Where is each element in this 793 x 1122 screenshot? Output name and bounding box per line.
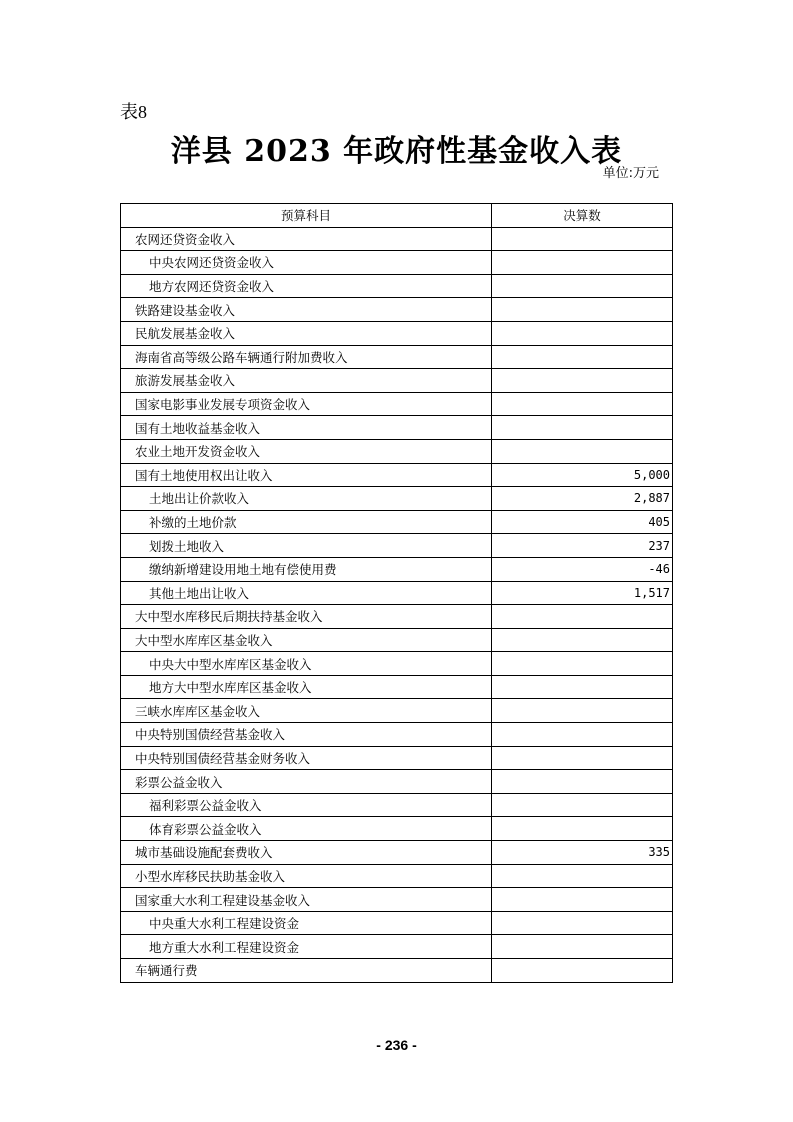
row-item-value bbox=[492, 888, 673, 912]
row-item-name: 地方重大水利工程建设资金 bbox=[121, 935, 492, 959]
row-item-value bbox=[492, 699, 673, 723]
table-row bbox=[121, 416, 673, 440]
table-row bbox=[121, 534, 673, 558]
table-row bbox=[121, 746, 673, 770]
table-row bbox=[121, 723, 673, 747]
revenue-table bbox=[120, 203, 673, 983]
row-item-name: 大中型水库库区基金收入 bbox=[121, 628, 492, 652]
table-row bbox=[121, 274, 673, 298]
row-item-name: 福利彩票公益金收入 bbox=[121, 793, 492, 817]
table-row bbox=[121, 770, 673, 794]
row-item-value bbox=[492, 935, 673, 959]
row-item-name: 地方大中型水库库区基金收入 bbox=[121, 675, 492, 699]
row-item-name: 小型水库移民扶助基金收入 bbox=[121, 864, 492, 888]
table-row bbox=[121, 959, 673, 983]
row-item-value bbox=[492, 251, 673, 275]
table-row bbox=[121, 864, 673, 888]
row-item-value bbox=[492, 793, 673, 817]
row-item-value bbox=[492, 298, 673, 322]
row-item-name: 彩票公益金收入 bbox=[121, 770, 492, 794]
table-label: 表8 bbox=[120, 102, 147, 122]
table-row bbox=[121, 935, 673, 959]
row-item-name: 大中型水库移民后期扶持基金收入 bbox=[121, 605, 492, 629]
table-row bbox=[121, 392, 673, 416]
row-item-value: -46 bbox=[492, 557, 673, 581]
row-item-name: 城市基础设施配套费收入 bbox=[121, 841, 492, 865]
row-item-value bbox=[492, 628, 673, 652]
table-row bbox=[121, 841, 673, 865]
row-item-value bbox=[492, 321, 673, 345]
row-item-name: 中央大中型水库库区基金收入 bbox=[121, 652, 492, 676]
table-row bbox=[121, 487, 673, 511]
row-item-value bbox=[492, 723, 673, 747]
row-item-name: 国有土地收益基金收入 bbox=[121, 416, 492, 440]
row-item-value: 237 bbox=[492, 534, 673, 558]
table-row bbox=[121, 345, 673, 369]
row-item-name: 农业土地开发资金收入 bbox=[121, 439, 492, 463]
row-item-value bbox=[492, 911, 673, 935]
row-item-name: 铁路建设基金收入 bbox=[121, 298, 492, 322]
row-item-name: 地方农网还贷资金收入 bbox=[121, 274, 492, 298]
row-item-name: 三峡水库库区基金收入 bbox=[121, 699, 492, 723]
table-row bbox=[121, 463, 673, 487]
page-number: - 236 - bbox=[376, 1037, 417, 1053]
row-item-name: 国有土地使用权出让收入 bbox=[121, 463, 492, 487]
row-item-value bbox=[492, 274, 673, 298]
row-item-value: 2,887 bbox=[492, 487, 673, 511]
table-row bbox=[121, 675, 673, 699]
row-item-value bbox=[492, 227, 673, 251]
table-row bbox=[121, 227, 673, 251]
row-item-name: 旅游发展基金收入 bbox=[121, 369, 492, 393]
row-item-value bbox=[492, 770, 673, 794]
column-header-amount: 决算数 bbox=[492, 204, 673, 228]
row-item-name: 中央特别国债经营基金财务收入 bbox=[121, 746, 492, 770]
row-item-name: 中央农网还贷资金收入 bbox=[121, 251, 492, 275]
row-item-value bbox=[492, 369, 673, 393]
table-row bbox=[121, 817, 673, 841]
table-header-row bbox=[121, 204, 673, 228]
table-row bbox=[121, 605, 673, 629]
column-header-item: 预算科目 bbox=[121, 204, 492, 228]
row-item-value bbox=[492, 817, 673, 841]
row-item-value bbox=[492, 416, 673, 440]
row-item-value bbox=[492, 864, 673, 888]
table-body bbox=[121, 227, 673, 982]
row-item-name: 车辆通行费 bbox=[121, 959, 492, 983]
row-item-name: 中央特别国债经营基金收入 bbox=[121, 723, 492, 747]
table-row bbox=[121, 581, 673, 605]
table-row bbox=[121, 369, 673, 393]
row-item-value: 5,000 bbox=[492, 463, 673, 487]
row-item-name: 中央重大水利工程建设资金 bbox=[121, 911, 492, 935]
row-item-name: 土地出让价款收入 bbox=[121, 487, 492, 511]
row-item-value: 1,517 bbox=[492, 581, 673, 605]
page-title: 洋县 2023 年政府性基金收入表 bbox=[170, 134, 623, 169]
row-item-value bbox=[492, 652, 673, 676]
row-item-value bbox=[492, 746, 673, 770]
row-item-value: 335 bbox=[492, 841, 673, 865]
table-row bbox=[121, 321, 673, 345]
row-item-value bbox=[492, 675, 673, 699]
table-row bbox=[121, 628, 673, 652]
table-row bbox=[121, 793, 673, 817]
table-row bbox=[121, 888, 673, 912]
row-item-name: 其他土地出让收入 bbox=[121, 581, 492, 605]
row-item-name: 民航发展基金收入 bbox=[121, 321, 492, 345]
row-item-value bbox=[492, 345, 673, 369]
unit-label: 单位:万元 bbox=[602, 166, 659, 181]
row-item-value bbox=[492, 439, 673, 463]
row-item-name: 缴纳新增建设用地土地有偿使用费 bbox=[121, 557, 492, 581]
row-item-name: 国家电影事业发展专项资金收入 bbox=[121, 392, 492, 416]
row-item-value bbox=[492, 605, 673, 629]
table-row bbox=[121, 652, 673, 676]
row-item-value: 405 bbox=[492, 510, 673, 534]
table-row bbox=[121, 510, 673, 534]
table-row bbox=[121, 911, 673, 935]
row-item-value bbox=[492, 392, 673, 416]
row-item-name: 农网还贷资金收入 bbox=[121, 227, 492, 251]
row-item-name: 补缴的土地价款 bbox=[121, 510, 492, 534]
row-item-name: 海南省高等级公路车辆通行附加费收入 bbox=[121, 345, 492, 369]
row-item-name: 划拨土地收入 bbox=[121, 534, 492, 558]
table-row bbox=[121, 298, 673, 322]
table-row bbox=[121, 439, 673, 463]
table-row bbox=[121, 557, 673, 581]
row-item-name: 体育彩票公益金收入 bbox=[121, 817, 492, 841]
row-item-value bbox=[492, 959, 673, 983]
table-row bbox=[121, 251, 673, 275]
table-row bbox=[121, 699, 673, 723]
row-item-name: 国家重大水利工程建设基金收入 bbox=[121, 888, 492, 912]
